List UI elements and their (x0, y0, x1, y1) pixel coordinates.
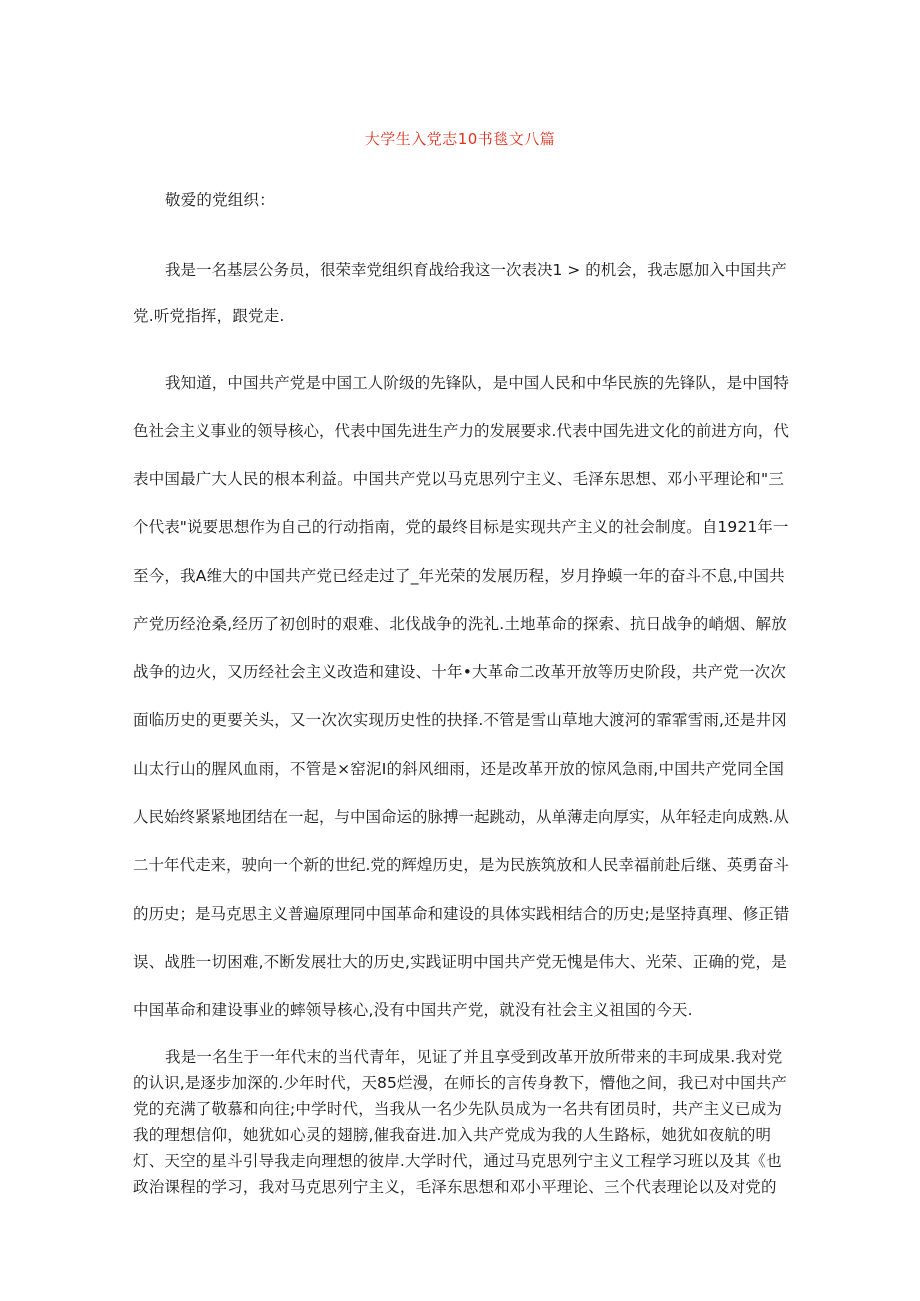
paragraph-2-line-9: 山太行山的腥风血雨，不管是×窑泥I的斜风细雨，还是改革开放的惊风急雨,中国共产党同全国 (133, 760, 785, 778)
paragraph-2-line-13: 误、战胜一切困难,不断发展壮大的历史,实践证明中国共产党无愧是伟大、光荣、正确的党，是 (133, 953, 787, 971)
paragraph-2-line-3: 表中国最广大人民的根本利益。中国共产党以马克思列宁主义、毛泽东思想、邓小平理论和"三 (133, 470, 785, 488)
paragraph-2-line-7: 战争的边火，又历经社会主义改造和建设、十年•大革命二改革开放等历史阶段，共产党一次次 (133, 663, 787, 681)
paragraph-2-line-6: 产党历经沧桑,经历了初创时的艰难、北伐战争的洗礼.土地革命的探索、抗日战争的峭烟、解放 (133, 615, 787, 633)
paragraph-2-line-11: 二十年代走来，驶向一个新的世纪.党的辉煌历史，是为民族筑放和人民幸福前赴后继、英勇奋斗 (133, 856, 789, 874)
paragraph-2-line-5: 至今，我A维大的中国共产党已经走过了_年光荣的发展历程，岁月挣蟆一年的奋斗不息,中国共 (133, 567, 785, 585)
paragraph-2-line-10: 人民始终紧紧地团结在一起，与中国命运的脉搏一起跳动，从单薄走向厚实，从年轻走向成熟.从 (133, 808, 789, 826)
paragraph-2-line-12: 的历史；是马克思主义普遍原理同中国革命和建设的具体实践相结合的历史;是坚持真理、修正错 (133, 905, 790, 923)
paragraph-2-line-8: 面临历史的更要关头，又一次次实现历史性的抉择.不管是雪山草地大渡河的霏霏雪雨,还是井冈 (133, 711, 787, 729)
paragraph-3-line-4: 我的理想信仰，她犹如心灵的翅膀,催我奋进.加入共产党成为我的人生路标，她犹如夜航的明 (133, 1126, 772, 1144)
document-title: 大学生入党志10书毯文八篇 (364, 130, 556, 148)
salutation: 敬爱的党组织： (165, 191, 275, 209)
paragraph-2-line-1: 我知道，中国共产党是中国工人阶级的先锋队，是中国人民和中华民族的先锋队，是中国特 (165, 374, 790, 392)
paragraph-3-line-3: 党的充满了敬慕和向往;中学时代，当我从一名少先队员成为一名共有团员时，共产主义已成为 (133, 1100, 783, 1118)
paragraph-2-line-14: 中国革命和建设事业的蟀领导核心,没有中国共产党，就没有社会主义祖国的今天. (133, 1001, 693, 1019)
paragraph-3-line-1: 我是一名生于一年代末的当代青年，见证了并且享受到改革开放所带来的丰珂成果.我对党 (165, 1048, 783, 1066)
paragraph-3-line-6: 政治课程的学习，我对马克思列宁主义，毛泽东思想和邓小平理论、三个代表理论以及对党的 (133, 1178, 777, 1196)
paragraph-2-line-2: 色社会主义事业的领导核心，代表中国先进生产力的发展要求.代表中国先进文化的前进方向，代 (133, 422, 789, 440)
paragraph-1-line-1: 我是一名基层公务员，很荣幸党组织育战给我这一次表决1 > 的机会，我志愿加入中国共产 (165, 261, 787, 279)
paragraph-1-line-2: 党.听党指挥，跟党走. (133, 307, 285, 325)
paragraph-3-line-5: 灯、天空的星斗引导我走向理想的彼岸.大学时代，通过马克思列宁主义工程学习班以及其《也 (133, 1152, 782, 1170)
paragraph-3-line-2: 的认识,是逐步加深的.少年时代，天85烂漫，在师长的言传身教下，懵他之间，我已对中国共产 (133, 1074, 787, 1092)
paragraph-2-line-4: 个代表"说要思想作为自己的行动指南，党的最终目标是实现共产主义的社会制度。自1921年一 (133, 518, 789, 536)
